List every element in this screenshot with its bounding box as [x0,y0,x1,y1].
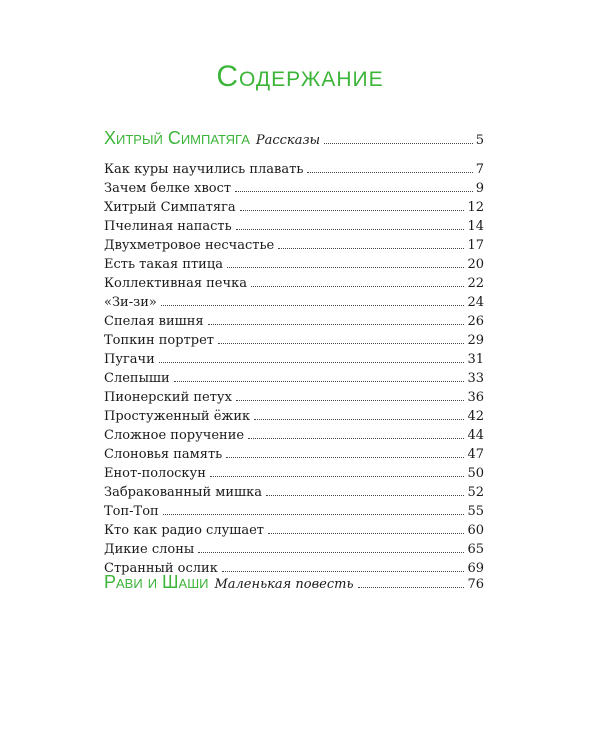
toc-entry-title: Пчелиная напасть [104,219,232,234]
dot-leader [266,495,464,496]
toc-entry-page: 33 [467,371,484,386]
section-2 [104,572,484,594]
toc-entry-title: Хитрый Симпатяга [104,200,236,215]
dot-leader [198,552,464,553]
toc-entry[interactable] [104,464,484,483]
dot-leader [235,191,473,192]
toc-entry[interactable] [104,255,484,274]
toc-entry-title: Сложное поручение [104,428,245,443]
section-page: 76 [467,577,484,592]
toc-entry-page: 26 [467,314,484,329]
toc-entry[interactable] [104,198,484,217]
section-title: Хитрый Симпатяга [104,128,250,148]
dot-leader [163,514,465,515]
section-page: 5 [475,133,484,148]
dot-leader [236,229,465,230]
section-title: Рави и Шаши [104,572,209,592]
toc-entry-page: 47 [467,447,484,462]
toc-entry-page: 24 [467,295,484,310]
toc-entry-title: Спелая вишня [104,314,204,329]
toc-entry[interactable] [104,331,484,350]
toc-entry-page: 14 [467,219,484,234]
toc-entry[interactable] [104,236,484,255]
section-heading[interactable] [104,572,484,594]
dot-leader [161,305,465,306]
section-subtitle: Маленькая повесть [214,577,354,592]
toc-entry-page: 55 [467,504,484,519]
toc-entry[interactable] [104,312,484,331]
toc-entry-title: Коллективная печка [104,276,247,291]
dot-leader [227,267,464,268]
dot-leader [278,248,464,249]
dot-leader [248,438,464,439]
section-subtitle: Рассказы [255,133,321,148]
toc-entry-title: Топкин портрет [104,333,214,348]
toc-entry-page: 36 [467,390,484,405]
toc-entry-page: 60 [467,523,484,538]
section-heading[interactable] [104,128,484,150]
dot-leader [268,533,464,534]
toc-entry[interactable] [104,217,484,236]
toc-entry-page: 50 [467,466,484,481]
toc-entry-page: 9 [475,181,484,196]
toc-entry-title: Есть такая птица [104,257,223,272]
section-items [104,160,484,578]
toc-entry-title: Дикие слоны [104,542,195,557]
dot-leader [174,381,465,382]
dot-leader [307,172,472,173]
toc-entry[interactable] [104,350,484,369]
toc-entry-title: Пионерский петух [104,390,232,405]
toc-entry-title: Странный ослик [104,561,218,576]
toc-entry-page: 29 [467,333,484,348]
toc-entry-page: 31 [467,352,484,367]
toc-entry-title: Слепыши [104,371,170,386]
toc-entry-title: Простуженный ёжик [104,409,251,424]
dot-leader [208,324,465,325]
dot-leader [210,476,465,477]
toc-entry-title: Как куры научились плавать [104,162,304,177]
dot-leader [159,362,465,363]
toc-entry-page: 7 [475,162,484,177]
toc-entry-title: Двухметровое несчастье [104,238,275,253]
toc-entry-title: Слоновья память [104,447,223,462]
toc-entry-page: 52 [467,485,484,500]
dot-leader [324,143,473,144]
toc-entry[interactable] [104,521,484,540]
toc-entry-page: 65 [467,542,484,557]
toc-entry-title: Кто как радио слушает [104,523,264,538]
toc-entry[interactable] [104,179,484,198]
toc-entry[interactable] [104,407,484,426]
dot-leader [358,587,465,588]
toc-entry-page: 17 [467,238,484,253]
toc-entry[interactable] [104,274,484,293]
dot-leader [236,400,465,401]
toc-entry-page: 69 [467,561,484,576]
toc-entry-page: 12 [467,200,484,215]
dot-leader [254,419,464,420]
toc-entry[interactable] [104,293,484,312]
toc-entry-title: Енот-полоскун [104,466,206,481]
toc-entry-title: Топ-Топ [104,504,159,519]
toc-entry-page: 20 [467,257,484,272]
toc-entry[interactable] [104,426,484,445]
toc-entry[interactable] [104,388,484,407]
toc-entry[interactable] [104,540,484,559]
toc-entry[interactable] [104,445,484,464]
toc-entry[interactable] [104,369,484,388]
toc-entry-title: Зачем белке хвост [104,181,232,196]
dot-leader [226,457,464,458]
toc-entry-page: 44 [467,428,484,443]
dot-leader [218,343,464,344]
toc-entry-title: Забракованный мишка [104,485,262,500]
section-1 [104,128,484,578]
toc-entry-page: 22 [467,276,484,291]
toc-entry-title: Пугачи [104,352,155,367]
toc-entry[interactable] [104,483,484,502]
toc-entry-title: «Зи-зи» [104,295,157,310]
dot-leader [240,210,465,211]
page-title: Содержание [216,60,384,93]
toc-entry[interactable] [104,502,484,521]
toc-entry[interactable] [104,160,484,179]
toc-entry-page: 42 [467,409,484,424]
dot-leader [251,286,464,287]
